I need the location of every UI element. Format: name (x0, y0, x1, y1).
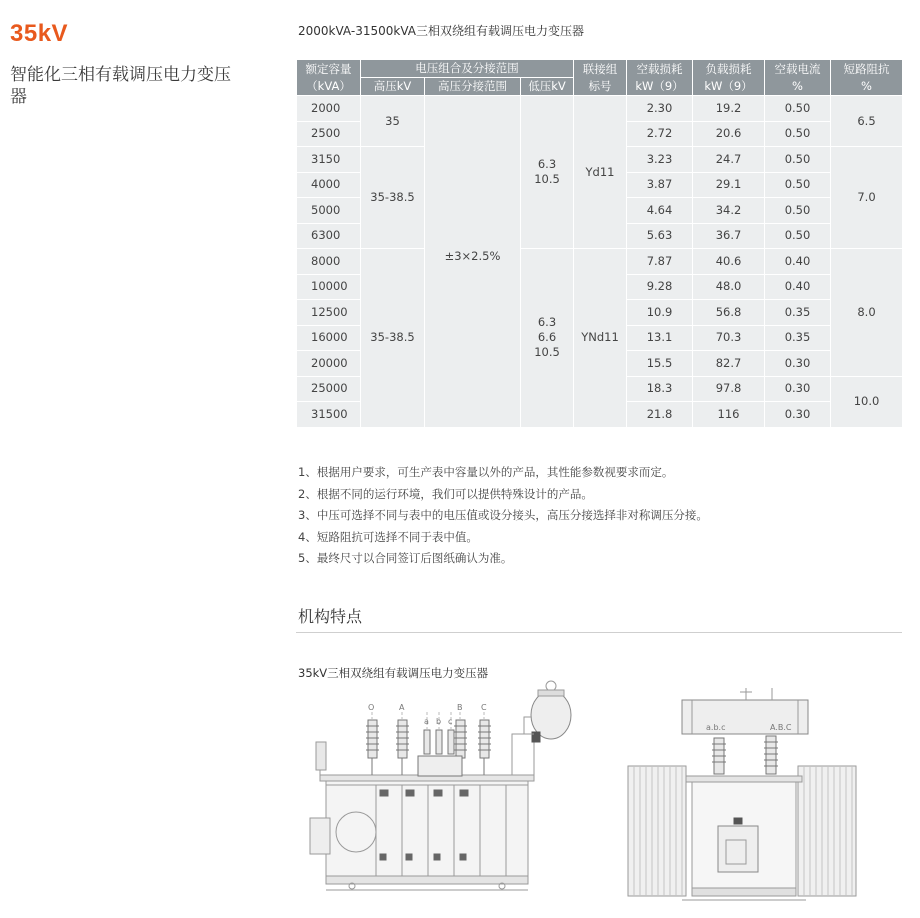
title-block (10, 20, 240, 108)
impedance-cell: 10.0 (831, 376, 903, 427)
hv-cell: 35 (361, 96, 425, 147)
lv-cell: 6.3 10.5 (521, 96, 574, 249)
table-row: 6300 5.63 36.7 0.50 (297, 223, 903, 249)
label-b: B (457, 703, 463, 712)
table-row: 16000 13.1 70.3 0.35 (297, 325, 903, 351)
impedance-cell: 6.5 (831, 96, 903, 147)
transformer-front-view-drawing (306, 672, 576, 912)
label-c: C (481, 703, 487, 712)
impedance-cell: 8.0 (831, 249, 903, 377)
label-sa: a (424, 717, 429, 726)
header-impedance: 短路阻抗 % (831, 60, 903, 96)
vector-group-cell: Yd11 (574, 96, 627, 249)
voltage-title: 35kV (10, 20, 69, 47)
hv-cell: 35-38.5 (361, 249, 425, 428)
header-tap-range: 高压分接范围 (425, 78, 521, 96)
header-no-load-current: 空载电流 % (765, 60, 831, 96)
table-row: 12500 10.9 56.8 0.35 (297, 300, 903, 326)
note-item: 5、最终尺寸以合同签订后图纸确认为准。 (298, 551, 513, 565)
note-item: 4、短路阻抗可选择不同于表中值。 (298, 529, 478, 544)
note-item: 1、根据用户要求，可生产表中容量以外的产品，其性能参数视要求而定。 (298, 465, 674, 479)
table-row: 4000 3.87 29.1 0.50 (297, 172, 903, 198)
table-row: 2500 2.72 20.6 0.50 (297, 121, 903, 147)
label-sb: b (436, 717, 442, 726)
note-item: 2、根据不同的运行环境，我们可以提供特殊设计的产品。 (298, 486, 593, 501)
vector-group-cell: YNd11 (574, 249, 627, 428)
header-no-load-loss: 空载损耗 kW（9） (627, 60, 693, 96)
note-item: 3、中压可选择不同与表中的电压值或设分接头，高压分接选择非对称调压分接。 (298, 508, 708, 522)
impedance-cell: 7.0 (831, 147, 903, 249)
label-a: A (399, 703, 405, 712)
header-voltage-group: 电压组合及分接范围 (361, 60, 574, 78)
product-subtitle: 智能化三相有载调压电力变压器 (10, 65, 231, 107)
drawing-title: 35kV三相双绕组有载调压电力变压器 (298, 666, 489, 680)
table-row: 2000 35 ±3×2.5% 6.3 10.5 Yd11 2.30 19.2 0.50 6.5 (297, 96, 903, 122)
table-title: 2000kVA-31500kVA三相双绕组有载调压电力变压器 (298, 24, 584, 38)
header-rated-capacity: 额定容量 （kVA） (297, 60, 361, 96)
notes-list (298, 462, 708, 570)
header-load-loss: 负载损耗 kW（9） (693, 60, 765, 96)
tap-range-cell: ±3×2.5% (425, 96, 521, 428)
header-lv: 低压kV (521, 78, 574, 96)
header-hv: 高压kV (361, 78, 425, 96)
transformer-side-view-drawing (622, 680, 892, 910)
lv-cell: 6.3 6.6 10.5 (521, 249, 574, 428)
spec-table (296, 59, 903, 428)
section-heading: 机构特点 (298, 607, 363, 626)
label-lv-terminals: a.b.c (706, 723, 726, 732)
table-row: 10000 9.28 48.0 0.40 (297, 274, 903, 300)
table-row: 31500 21.8 116 0.30 (297, 402, 903, 428)
table-row: 5000 4.64 34.2 0.50 (297, 198, 903, 224)
table-row: 25000 18.3 97.8 0.30 10.0 (297, 376, 903, 402)
label-o: O (368, 703, 375, 712)
section-divider (296, 632, 902, 633)
label-sc: c (448, 717, 453, 726)
table-row: 3150 35-38.5 3.23 24.7 0.50 7.0 (297, 147, 903, 173)
table-row: 8000 35-38.5 6.3 6.6 10.5 YNd11 7.87 40.6 0.40 8.0 (297, 249, 903, 275)
hv-cell: 35-38.5 (361, 147, 425, 249)
label-hv-terminals: A.B.C (770, 723, 792, 732)
table-row: 20000 15.5 82.7 0.30 (297, 351, 903, 377)
header-vector-group: 联接组 标号 (574, 60, 627, 96)
